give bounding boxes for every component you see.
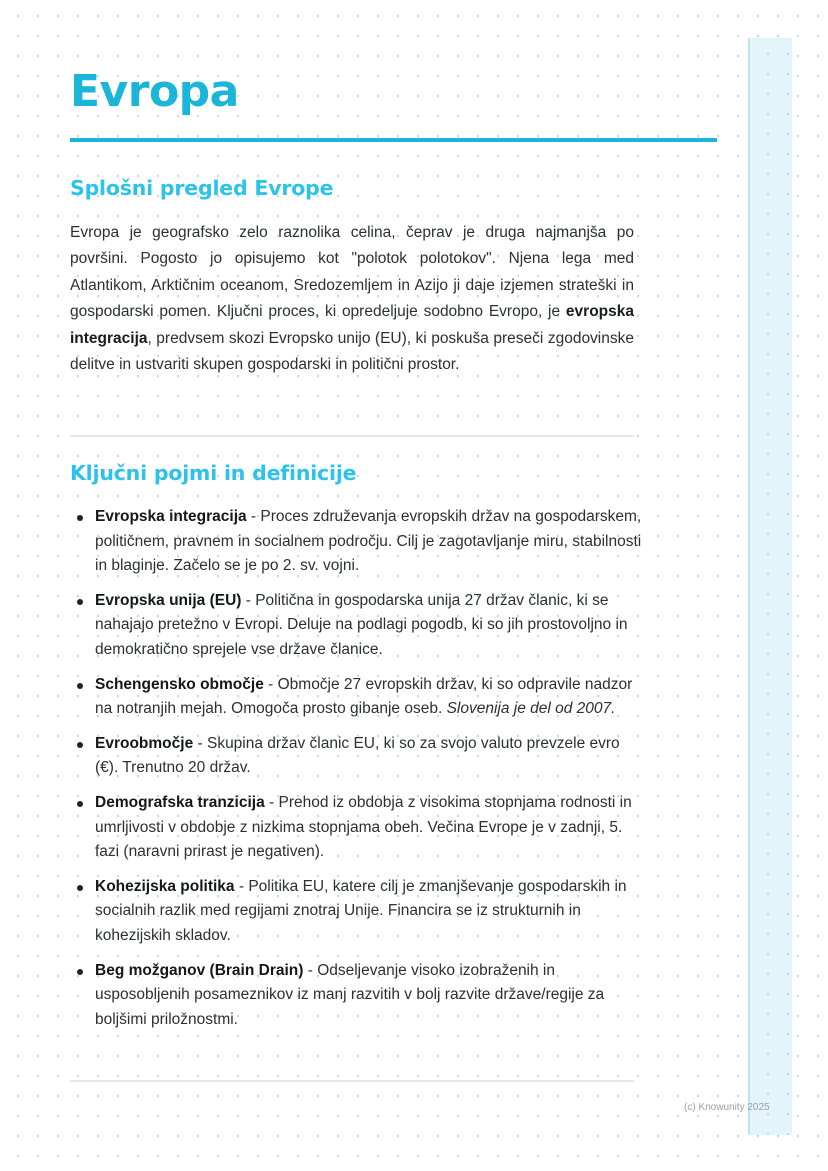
bottom-divider [70, 1080, 634, 1082]
overview-heading: Splošni pregled Evrope [70, 176, 334, 200]
definition-term: Schengensko območje [95, 675, 264, 693]
definition-item [70, 959, 642, 1033]
definition-item [70, 732, 642, 781]
definition-text: - Politika EU, katere cilj je zmanjševanje gospodarskih in socialnih razlik med regijami znotraj Unije. Financira se iz strukturnih in kohezijskih skladov. [95, 877, 627, 944]
section-divider [70, 435, 634, 437]
definition-note: Slovenija je del od 2007. [446, 700, 616, 718]
copyright-footer: (c) Knowunity 2025 [684, 1102, 770, 1113]
definitions-list [70, 505, 642, 1042]
definition-text: - Prehod iz obdobja z visokima stopnjama rodnosti in umrljivosti v obdobje z nizkima stopnjama obeh. Večina Evrope je v zadnji, 5. fazi (naravni prirast je negativen). [95, 793, 632, 861]
definition-term: Kohezijska politika [95, 877, 235, 895]
definition-item [70, 673, 642, 722]
definition-term: Evropska unija (EU) [95, 591, 242, 609]
bullet-dot [77, 969, 83, 975]
overview-bold-term: evropska integracija [70, 303, 634, 347]
bullet-dot [77, 599, 83, 605]
definition-item [70, 505, 642, 579]
definition-item [70, 589, 642, 663]
definition-term: Evroobmočje [95, 734, 194, 752]
definition-item [70, 875, 642, 949]
definition-text: - Politična in gospodarska unija 27 držav članic, ki se nahajajo pretežno v Evropi. Deluje na podlagi pogodb, ki so jih prostovoljno in demokratično sprejele vse države članice. [95, 591, 628, 658]
overview-text-start: Evropa je geografsko zelo raznolika celina, čeprav je druga najmanjša po površini. Pogosto jo opisujemo kot "polotok polotokov". Njena lega med Atlantikom, Arktičnim oceanom, Sredozemljem in Azijo ji daje izjemen strateški in gospodarski pomen. Ključni proces, ki opredeljuje sodobno Evropo, je [70, 224, 634, 321]
bullet-dot [77, 742, 83, 748]
definitions-heading: Ključni pojmi in definicije [70, 461, 357, 485]
definition-text: - Proces združevanja evropskih držav na gospodarskem, političnem, pravnem in socialnem področju. Cilj je zagotavljanje miru, stabilnosti in blaginje. Začelo se je po 2. sv. vojni. [95, 508, 642, 575]
bullet-dot [77, 885, 83, 891]
bullet-dot [77, 515, 83, 521]
definition-item [70, 791, 642, 865]
definition-term: Evropska integracija [95, 508, 247, 525]
definition-text: - Območje 27 evropskih držav, ki so odpravile nadzor na notranjih mejah. Omogoča prosto gibanje oseb. [95, 675, 633, 718]
bullet-dot [77, 683, 83, 689]
definition-text: - Odseljevanje visoko izobraženih in usposobljenih posameznikov iz manj razvitih v bolj razvite države/regije za boljšimi priložnostmi. [95, 961, 605, 1028]
overview-paragraph [70, 220, 634, 378]
page-title: Evropa [70, 66, 239, 117]
title-underline [70, 138, 717, 142]
definition-text: - Skupina držav članic EU, ki so za svojo valuto prevzele evro (€). Trenutno 20 držav. [95, 734, 620, 777]
bullet-dot [77, 801, 83, 807]
definition-term: Demografska tranzicija [95, 793, 265, 811]
definition-term: Beg možganov (Brain Drain) [95, 961, 304, 979]
overview-text-end: , predvsem skozi Evropsko unijo (EU), ki poskuša preseči zgodovinske delitve in ustvariti skupen gospodarski in politični prostor. [70, 329, 634, 374]
side-margin-strip [748, 38, 792, 1135]
